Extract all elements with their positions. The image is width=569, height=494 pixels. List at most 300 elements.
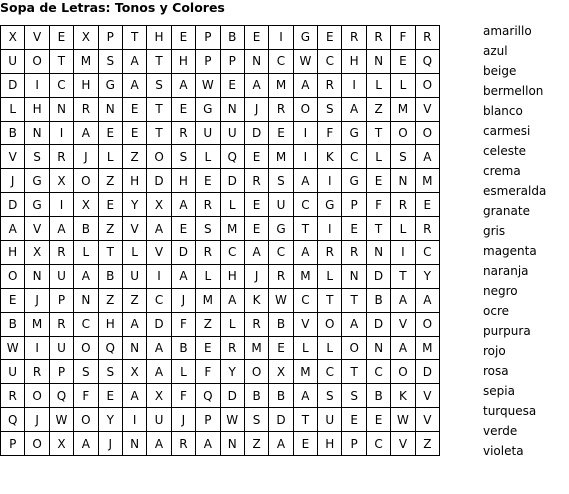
grid-cell[interactable]: O bbox=[318, 312, 342, 336]
grid-cell[interactable]: E bbox=[269, 121, 293, 145]
grid-cell[interactable]: A bbox=[269, 432, 293, 456]
grid-cell[interactable]: G bbox=[25, 169, 49, 193]
grid-cell[interactable]: C bbox=[318, 49, 342, 73]
grid-cell[interactable]: V bbox=[25, 26, 49, 50]
grid-cell[interactable]: O bbox=[147, 145, 171, 169]
grid-cell[interactable]: A bbox=[147, 336, 171, 360]
grid-cell[interactable]: X bbox=[122, 360, 146, 384]
grid-cell[interactable]: W bbox=[196, 73, 220, 97]
grid-cell[interactable]: S bbox=[147, 73, 171, 97]
grid-cell[interactable]: E bbox=[196, 336, 220, 360]
grid-cell[interactable]: N bbox=[220, 432, 244, 456]
grid-cell[interactable]: L bbox=[366, 73, 390, 97]
grid-cell[interactable]: Q bbox=[98, 336, 122, 360]
grid-cell[interactable]: C bbox=[366, 360, 390, 384]
grid-cell[interactable]: I bbox=[342, 73, 366, 97]
grid-cell[interactable]: I bbox=[122, 408, 146, 432]
grid-cell[interactable]: O bbox=[25, 49, 49, 73]
grid-cell[interactable]: V bbox=[293, 312, 317, 336]
grid-cell[interactable]: N bbox=[98, 97, 122, 121]
grid-cell[interactable]: S bbox=[98, 49, 122, 73]
grid-cell[interactable]: A bbox=[74, 264, 98, 288]
grid-cell[interactable]: O bbox=[415, 73, 439, 97]
grid-cell[interactable]: Z bbox=[122, 145, 146, 169]
grid-cell[interactable]: X bbox=[49, 169, 73, 193]
grid-cell[interactable]: M bbox=[293, 264, 317, 288]
grid-cell[interactable]: E bbox=[366, 169, 390, 193]
grid-cell[interactable]: R bbox=[318, 73, 342, 97]
grid-cell[interactable]: I bbox=[25, 336, 49, 360]
grid-cell[interactable]: S bbox=[318, 97, 342, 121]
grid-cell[interactable]: G bbox=[196, 97, 220, 121]
grid-cell[interactable]: L bbox=[391, 217, 415, 241]
grid-cell[interactable]: V bbox=[415, 408, 439, 432]
grid-cell[interactable]: E bbox=[98, 193, 122, 217]
grid-cell[interactable]: G bbox=[269, 217, 293, 241]
grid-cell[interactable]: W bbox=[269, 288, 293, 312]
grid-cell[interactable]: A bbox=[147, 360, 171, 384]
grid-cell[interactable]: J bbox=[171, 288, 195, 312]
grid-cell[interactable]: N bbox=[366, 241, 390, 265]
grid-cell[interactable]: G bbox=[98, 73, 122, 97]
grid-cell[interactable]: S bbox=[244, 408, 268, 432]
grid-cell[interactable]: D bbox=[269, 408, 293, 432]
grid-cell[interactable]: N bbox=[220, 97, 244, 121]
grid-cell[interactable]: K bbox=[244, 288, 268, 312]
grid-cell[interactable]: I bbox=[318, 169, 342, 193]
grid-cell[interactable]: S bbox=[318, 384, 342, 408]
grid-cell[interactable]: D bbox=[1, 73, 25, 97]
grid-cell[interactable]: A bbox=[196, 432, 220, 456]
grid-cell[interactable]: L bbox=[196, 145, 220, 169]
grid-cell[interactable]: V bbox=[391, 312, 415, 336]
grid-cell[interactable]: J bbox=[25, 408, 49, 432]
grid-cell[interactable]: C bbox=[49, 73, 73, 97]
grid-cell[interactable]: D bbox=[415, 360, 439, 384]
grid-cell[interactable]: T bbox=[49, 49, 73, 73]
grid-cell[interactable]: W bbox=[49, 408, 73, 432]
grid-cell[interactable]: A bbox=[122, 49, 146, 73]
grid-cell[interactable]: B bbox=[220, 26, 244, 50]
grid-cell[interactable]: M bbox=[391, 97, 415, 121]
grid-cell[interactable]: O bbox=[74, 408, 98, 432]
grid-cell[interactable]: U bbox=[318, 408, 342, 432]
grid-cell[interactable]: P bbox=[1, 432, 25, 456]
grid-cell[interactable]: V bbox=[147, 241, 171, 265]
grid-cell[interactable]: B bbox=[1, 312, 25, 336]
grid-cell[interactable]: B bbox=[269, 384, 293, 408]
grid-cell[interactable]: N bbox=[25, 264, 49, 288]
grid-cell[interactable]: Q bbox=[220, 145, 244, 169]
grid-cell[interactable]: Y bbox=[122, 193, 146, 217]
grid-cell[interactable]: T bbox=[318, 288, 342, 312]
grid-cell[interactable]: R bbox=[49, 312, 73, 336]
grid-cell[interactable]: Q bbox=[1, 408, 25, 432]
grid-cell[interactable]: Z bbox=[98, 217, 122, 241]
grid-cell[interactable]: M bbox=[269, 145, 293, 169]
grid-cell[interactable]: Z bbox=[98, 288, 122, 312]
grid-cell[interactable]: M bbox=[25, 312, 49, 336]
grid-cell[interactable]: A bbox=[49, 217, 73, 241]
grid-cell[interactable]: X bbox=[74, 193, 98, 217]
grid-cell[interactable]: A bbox=[293, 169, 317, 193]
grid-cell[interactable]: T bbox=[98, 241, 122, 265]
grid-cell[interactable]: R bbox=[391, 193, 415, 217]
grid-cell[interactable]: E bbox=[1, 288, 25, 312]
grid-cell[interactable]: J bbox=[244, 264, 268, 288]
grid-cell[interactable]: A bbox=[391, 288, 415, 312]
grid-cell[interactable]: T bbox=[122, 26, 146, 50]
grid-cell[interactable]: G bbox=[342, 121, 366, 145]
grid-cell[interactable]: F bbox=[196, 360, 220, 384]
grid-cell[interactable]: U bbox=[49, 264, 73, 288]
grid-cell[interactable]: F bbox=[318, 121, 342, 145]
grid-cell[interactable]: L bbox=[318, 336, 342, 360]
grid-cell[interactable]: M bbox=[220, 217, 244, 241]
grid-cell[interactable]: S bbox=[74, 360, 98, 384]
grid-cell[interactable]: Z bbox=[122, 288, 146, 312]
grid-cell[interactable]: U bbox=[1, 360, 25, 384]
grid-cell[interactable]: V bbox=[1, 145, 25, 169]
grid-cell[interactable]: A bbox=[244, 73, 268, 97]
grid-cell[interactable]: E bbox=[244, 193, 268, 217]
grid-cell[interactable]: A bbox=[293, 73, 317, 97]
grid-cell[interactable]: R bbox=[415, 26, 439, 50]
grid-cell[interactable]: T bbox=[366, 217, 390, 241]
grid-cell[interactable]: N bbox=[25, 121, 49, 145]
grid-cell[interactable]: E bbox=[122, 121, 146, 145]
grid-cell[interactable]: D bbox=[171, 241, 195, 265]
grid-cell[interactable]: U bbox=[269, 193, 293, 217]
grid-cell[interactable]: C bbox=[269, 49, 293, 73]
grid-cell[interactable]: R bbox=[318, 241, 342, 265]
grid-cell[interactable]: I bbox=[391, 241, 415, 265]
grid-cell[interactable]: A bbox=[147, 432, 171, 456]
grid-cell[interactable]: A bbox=[122, 312, 146, 336]
grid-cell[interactable]: Y bbox=[220, 360, 244, 384]
grid-cell[interactable]: S bbox=[391, 145, 415, 169]
grid-cell[interactable]: B bbox=[74, 217, 98, 241]
grid-cell[interactable]: L bbox=[98, 145, 122, 169]
grid-cell[interactable]: A bbox=[171, 264, 195, 288]
grid-cell[interactable]: C bbox=[74, 312, 98, 336]
grid-cell[interactable]: W bbox=[1, 336, 25, 360]
grid-cell[interactable]: P bbox=[98, 26, 122, 50]
grid-cell[interactable]: M bbox=[244, 336, 268, 360]
grid-cell[interactable]: A bbox=[244, 241, 268, 265]
grid-cell[interactable]: E bbox=[171, 26, 195, 50]
grid-cell[interactable]: I bbox=[293, 121, 317, 145]
grid-cell[interactable]: R bbox=[220, 336, 244, 360]
grid-cell[interactable]: X bbox=[147, 384, 171, 408]
grid-cell[interactable]: Y bbox=[415, 264, 439, 288]
grid-cell[interactable]: I bbox=[318, 217, 342, 241]
grid-cell[interactable]: N bbox=[74, 288, 98, 312]
grid-cell[interactable]: A bbox=[293, 241, 317, 265]
grid-cell[interactable]: I bbox=[49, 193, 73, 217]
grid-cell[interactable]: E bbox=[342, 217, 366, 241]
grid-cell[interactable]: T bbox=[293, 217, 317, 241]
grid-cell[interactable]: P bbox=[49, 288, 73, 312]
grid-cell[interactable]: P bbox=[196, 49, 220, 73]
grid-cell[interactable]: A bbox=[342, 97, 366, 121]
grid-cell[interactable]: B bbox=[1, 121, 25, 145]
grid-cell[interactable]: A bbox=[122, 73, 146, 97]
grid-cell[interactable]: B bbox=[244, 384, 268, 408]
grid-cell[interactable]: E bbox=[415, 193, 439, 217]
grid-cell[interactable]: M bbox=[74, 49, 98, 73]
grid-cell[interactable]: R bbox=[25, 360, 49, 384]
grid-cell[interactable]: B bbox=[366, 384, 390, 408]
grid-cell[interactable]: O bbox=[244, 360, 268, 384]
grid-cell[interactable]: B bbox=[171, 336, 195, 360]
grid-cell[interactable]: S bbox=[269, 169, 293, 193]
grid-cell[interactable]: F bbox=[171, 384, 195, 408]
grid-cell[interactable]: X bbox=[1, 26, 25, 50]
grid-cell[interactable]: P bbox=[49, 360, 73, 384]
grid-cell[interactable]: R bbox=[269, 264, 293, 288]
grid-cell[interactable]: H bbox=[171, 49, 195, 73]
grid-cell[interactable]: E bbox=[98, 121, 122, 145]
grid-cell[interactable]: O bbox=[74, 169, 98, 193]
grid-cell[interactable]: R bbox=[49, 241, 73, 265]
grid-cell[interactable]: C bbox=[147, 288, 171, 312]
grid-cell[interactable]: W bbox=[293, 49, 317, 73]
grid-cell[interactable]: U bbox=[122, 264, 146, 288]
grid-cell[interactable]: R bbox=[366, 26, 390, 50]
grid-cell[interactable]: D bbox=[366, 264, 390, 288]
grid-cell[interactable]: R bbox=[415, 217, 439, 241]
grid-cell[interactable]: T bbox=[147, 121, 171, 145]
grid-cell[interactable]: W bbox=[220, 408, 244, 432]
grid-cell[interactable]: D bbox=[147, 169, 171, 193]
grid-cell[interactable]: E bbox=[171, 217, 195, 241]
grid-cell[interactable]: E bbox=[196, 169, 220, 193]
grid-cell[interactable]: L bbox=[220, 193, 244, 217]
grid-cell[interactable]: C bbox=[318, 360, 342, 384]
grid-cell[interactable]: U bbox=[49, 336, 73, 360]
grid-cell[interactable]: I bbox=[49, 121, 73, 145]
grid-cell[interactable]: Y bbox=[98, 408, 122, 432]
grid-cell[interactable]: B bbox=[269, 312, 293, 336]
grid-cell[interactable]: O bbox=[391, 121, 415, 145]
grid-cell[interactable]: L bbox=[1, 97, 25, 121]
grid-cell[interactable]: H bbox=[342, 49, 366, 73]
grid-cell[interactable]: N bbox=[122, 336, 146, 360]
grid-cell[interactable]: A bbox=[171, 73, 195, 97]
grid-cell[interactable]: X bbox=[147, 193, 171, 217]
grid-cell[interactable]: F bbox=[171, 312, 195, 336]
grid-cell[interactable]: H bbox=[318, 432, 342, 456]
grid-cell[interactable]: I bbox=[147, 264, 171, 288]
grid-cell[interactable]: S bbox=[196, 217, 220, 241]
grid-cell[interactable]: O bbox=[342, 336, 366, 360]
grid-cell[interactable]: E bbox=[318, 26, 342, 50]
grid-cell[interactable]: P bbox=[196, 26, 220, 50]
grid-cell[interactable]: M bbox=[293, 360, 317, 384]
grid-cell[interactable]: H bbox=[147, 26, 171, 50]
grid-cell[interactable]: C bbox=[293, 193, 317, 217]
grid-cell[interactable]: Q bbox=[196, 384, 220, 408]
grid-cell[interactable]: A bbox=[74, 432, 98, 456]
grid-cell[interactable]: Z bbox=[415, 432, 439, 456]
grid-cell[interactable]: J bbox=[98, 432, 122, 456]
grid-cell[interactable]: R bbox=[269, 97, 293, 121]
grid-cell[interactable]: B bbox=[366, 288, 390, 312]
grid-cell[interactable]: L bbox=[391, 73, 415, 97]
grid-cell[interactable]: C bbox=[293, 288, 317, 312]
grid-cell[interactable]: A bbox=[391, 336, 415, 360]
grid-cell[interactable]: E bbox=[391, 49, 415, 73]
grid-cell[interactable]: I bbox=[25, 73, 49, 97]
grid-cell[interactable]: H bbox=[98, 312, 122, 336]
grid-cell[interactable]: Z bbox=[98, 169, 122, 193]
grid-cell[interactable]: V bbox=[391, 432, 415, 456]
grid-cell[interactable]: O bbox=[415, 121, 439, 145]
grid-cell[interactable]: R bbox=[196, 193, 220, 217]
grid-cell[interactable]: L bbox=[196, 264, 220, 288]
grid-cell[interactable]: D bbox=[1, 193, 25, 217]
grid-cell[interactable]: O bbox=[391, 360, 415, 384]
grid-cell[interactable]: E bbox=[244, 145, 268, 169]
grid-cell[interactable]: F bbox=[366, 193, 390, 217]
grid-cell[interactable]: K bbox=[318, 145, 342, 169]
grid-cell[interactable]: X bbox=[269, 360, 293, 384]
grid-cell[interactable]: D bbox=[244, 121, 268, 145]
grid-cell[interactable]: H bbox=[74, 73, 98, 97]
grid-cell[interactable]: A bbox=[74, 121, 98, 145]
grid-cell[interactable]: R bbox=[171, 121, 195, 145]
grid-cell[interactable]: E bbox=[293, 432, 317, 456]
grid-cell[interactable]: H bbox=[220, 264, 244, 288]
grid-cell[interactable]: L bbox=[366, 145, 390, 169]
grid-cell[interactable]: K bbox=[391, 384, 415, 408]
grid-cell[interactable]: B bbox=[98, 264, 122, 288]
grid-cell[interactable]: N bbox=[366, 49, 390, 73]
grid-cell[interactable]: U bbox=[147, 408, 171, 432]
grid-cell[interactable]: L bbox=[293, 336, 317, 360]
grid-cell[interactable]: A bbox=[122, 384, 146, 408]
grid-cell[interactable]: E bbox=[220, 73, 244, 97]
grid-cell[interactable]: V bbox=[25, 217, 49, 241]
grid-cell[interactable]: J bbox=[171, 408, 195, 432]
grid-cell[interactable]: T bbox=[342, 360, 366, 384]
grid-cell[interactable]: R bbox=[342, 241, 366, 265]
grid-cell[interactable]: H bbox=[171, 169, 195, 193]
grid-cell[interactable]: T bbox=[293, 408, 317, 432]
grid-cell[interactable]: T bbox=[147, 97, 171, 121]
grid-cell[interactable]: I bbox=[269, 26, 293, 50]
grid-cell[interactable]: H bbox=[122, 169, 146, 193]
grid-cell[interactable]: S bbox=[342, 384, 366, 408]
grid-cell[interactable]: I bbox=[293, 145, 317, 169]
grid-cell[interactable]: D bbox=[220, 169, 244, 193]
grid-cell[interactable]: A bbox=[415, 145, 439, 169]
grid-cell[interactable]: G bbox=[25, 193, 49, 217]
grid-cell[interactable]: G bbox=[293, 26, 317, 50]
grid-cell[interactable]: X bbox=[74, 26, 98, 50]
grid-cell[interactable]: C bbox=[342, 145, 366, 169]
grid-cell[interactable]: E bbox=[122, 97, 146, 121]
grid-cell[interactable]: W bbox=[391, 408, 415, 432]
grid-cell[interactable]: J bbox=[74, 145, 98, 169]
grid-cell[interactable]: Q bbox=[415, 49, 439, 73]
grid-cell[interactable]: J bbox=[1, 169, 25, 193]
grid-cell[interactable]: X bbox=[49, 432, 73, 456]
grid-cell[interactable]: A bbox=[220, 288, 244, 312]
grid-cell[interactable]: E bbox=[366, 408, 390, 432]
grid-cell[interactable]: N bbox=[366, 336, 390, 360]
grid-cell[interactable]: S bbox=[98, 360, 122, 384]
grid-cell[interactable]: E bbox=[171, 97, 195, 121]
grid-cell[interactable]: D bbox=[147, 312, 171, 336]
grid-cell[interactable]: G bbox=[318, 193, 342, 217]
grid-cell[interactable]: N bbox=[49, 97, 73, 121]
grid-cell[interactable]: J bbox=[244, 97, 268, 121]
grid-cell[interactable]: R bbox=[244, 312, 268, 336]
grid-cell[interactable]: C bbox=[366, 432, 390, 456]
grid-cell[interactable]: G bbox=[342, 169, 366, 193]
grid-cell[interactable]: O bbox=[25, 432, 49, 456]
grid-cell[interactable]: N bbox=[244, 49, 268, 73]
grid-cell[interactable]: T bbox=[147, 49, 171, 73]
grid-cell[interactable]: O bbox=[74, 336, 98, 360]
grid-cell[interactable]: S bbox=[171, 145, 195, 169]
grid-cell[interactable]: L bbox=[122, 241, 146, 265]
grid-cell[interactable]: M bbox=[196, 288, 220, 312]
grid-cell[interactable]: R bbox=[49, 145, 73, 169]
grid-cell[interactable]: P bbox=[342, 193, 366, 217]
grid-cell[interactable]: T bbox=[342, 288, 366, 312]
grid-cell[interactable]: X bbox=[25, 241, 49, 265]
grid-cell[interactable]: Q bbox=[49, 384, 73, 408]
grid-cell[interactable]: N bbox=[391, 169, 415, 193]
grid-cell[interactable]: N bbox=[122, 432, 146, 456]
grid-cell[interactable]: S bbox=[25, 145, 49, 169]
grid-cell[interactable]: R bbox=[74, 97, 98, 121]
grid-cell[interactable]: E bbox=[98, 384, 122, 408]
grid-cell[interactable]: R bbox=[244, 169, 268, 193]
grid-cell[interactable]: N bbox=[342, 264, 366, 288]
grid-cell[interactable]: U bbox=[1, 49, 25, 73]
grid-cell[interactable]: C bbox=[220, 241, 244, 265]
grid-cell[interactable]: A bbox=[147, 217, 171, 241]
grid-cell[interactable]: Z bbox=[196, 312, 220, 336]
grid-cell[interactable]: J bbox=[25, 288, 49, 312]
grid-cell[interactable]: A bbox=[342, 312, 366, 336]
grid-cell[interactable]: H bbox=[1, 241, 25, 265]
grid-cell[interactable]: R bbox=[342, 26, 366, 50]
grid-cell[interactable]: T bbox=[391, 264, 415, 288]
grid-cell[interactable]: C bbox=[269, 241, 293, 265]
grid-cell[interactable]: D bbox=[220, 384, 244, 408]
grid-cell[interactable]: P bbox=[220, 49, 244, 73]
grid-cell[interactable]: U bbox=[196, 121, 220, 145]
grid-cell[interactable]: F bbox=[74, 384, 98, 408]
grid-cell[interactable]: O bbox=[293, 97, 317, 121]
grid-cell[interactable]: A bbox=[171, 193, 195, 217]
grid-cell[interactable]: E bbox=[342, 408, 366, 432]
grid-cell[interactable]: V bbox=[415, 97, 439, 121]
grid-cell[interactable]: O bbox=[25, 384, 49, 408]
grid-cell[interactable]: V bbox=[415, 384, 439, 408]
grid-cell[interactable]: A bbox=[1, 217, 25, 241]
grid-cell[interactable]: E bbox=[269, 336, 293, 360]
grid-cell[interactable]: A bbox=[293, 384, 317, 408]
grid-cell[interactable]: M bbox=[415, 169, 439, 193]
grid-cell[interactable]: E bbox=[49, 26, 73, 50]
grid-cell[interactable]: T bbox=[366, 121, 390, 145]
